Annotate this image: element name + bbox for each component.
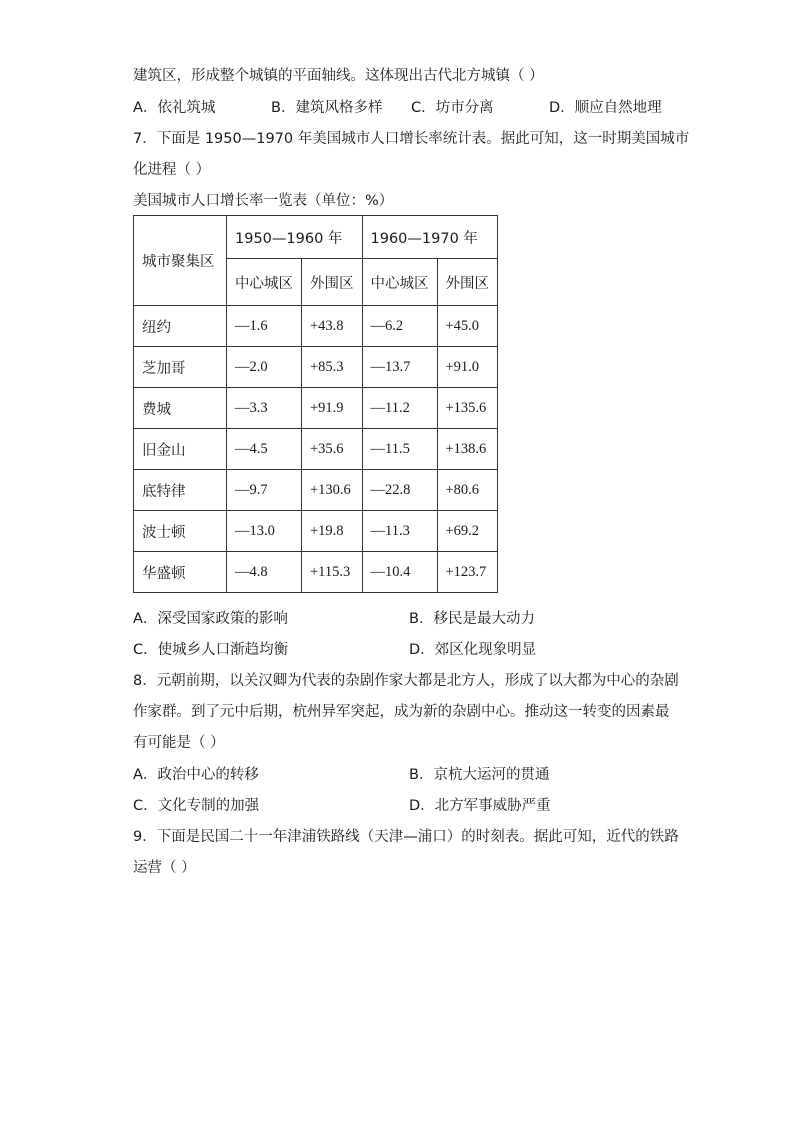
q9-stem-line1: 9．下面是民国二十一年津浦铁路线（天津—浦口）的时刻表。据此可知，近代的铁路 [133, 829, 679, 845]
value-cell: +35.6 [302, 429, 363, 470]
value-cell: —3.3 [227, 388, 302, 429]
q8-stem-line2: 作家群。到了元中后期，杭州异军突起，成为新的杂剧中心。推动这一转变的因素最 [133, 704, 670, 720]
value-cell: —6.2 [362, 306, 437, 347]
table-row [134, 306, 498, 347]
value-cell: —4.5 [227, 429, 302, 470]
value-cell: +43.8 [302, 306, 363, 347]
value-cell: +19.8 [302, 511, 363, 552]
city-cell: 波士顿 [134, 511, 227, 552]
value-cell: —11.5 [362, 429, 437, 470]
value-cell: +115.3 [302, 552, 363, 593]
q6-option-a[interactable]: A．依礼筑城 [133, 100, 216, 116]
value-cell: —11.3 [362, 511, 437, 552]
q6-option-b[interactable]: B．建筑风格多样 [271, 100, 383, 116]
value-cell: +85.3 [302, 347, 363, 388]
q7-stem-line2: 化进程（ ） [133, 162, 211, 178]
value-cell: +138.6 [437, 429, 498, 470]
q7-table-title: 美国城市人口增长率一览表（单位：%） [133, 193, 394, 209]
city-cell: 底特律 [134, 470, 227, 511]
table-row [134, 470, 498, 511]
table-row [134, 552, 498, 593]
period-header-1960: 1960—1970 年 [362, 216, 498, 259]
value-cell: —13.0 [227, 511, 302, 552]
value-cell: —11.2 [362, 388, 437, 429]
value-cell: +45.0 [437, 306, 498, 347]
table-row [134, 347, 498, 388]
q8-option-c[interactable]: C．文化专制的加强 [133, 798, 260, 814]
table-header-row [134, 216, 498, 259]
q8-option-a[interactable]: A．政治中心的转移 [133, 767, 259, 783]
q7-option-b[interactable]: B．移民是最大动力 [409, 611, 535, 627]
table-row [134, 511, 498, 552]
value-cell: +135.6 [437, 388, 498, 429]
q8-stem-line3: 有可能是（ ） [133, 735, 225, 751]
table-corner-header: 城市聚集区 [134, 216, 227, 306]
city-cell: 旧金山 [134, 429, 227, 470]
city-cell: 纽约 [134, 306, 227, 347]
value-cell: —13.7 [362, 347, 437, 388]
subheader-outer-2: 外围区 [437, 259, 498, 306]
city-cell: 华盛顿 [134, 552, 227, 593]
value-cell: —9.7 [227, 470, 302, 511]
value-cell: —10.4 [362, 552, 437, 593]
q9-stem-line2: 运营（ ） [133, 860, 196, 876]
value-cell: —2.0 [227, 347, 302, 388]
q7-option-a[interactable]: A．深受国家政策的影响 [133, 611, 288, 627]
q8-option-b[interactable]: B．京杭大运河的贯通 [409, 767, 550, 783]
value-cell: +80.6 [437, 470, 498, 511]
value-cell: —1.6 [227, 306, 302, 347]
q8-option-d[interactable]: D．北方军事威胁严重 [409, 798, 551, 814]
population-growth-table [133, 215, 498, 593]
q7-stem-line1: 7．下面是 1950—1970 年美国城市人口增长率统计表。据此可知，这一时期美国城市 [133, 131, 690, 147]
q6-stem-end: 建筑区，形成整个城镇的平面轴线。这体现出古代北方城镇（ ） [133, 68, 544, 84]
value-cell: +130.6 [302, 470, 363, 511]
city-cell: 费城 [134, 388, 227, 429]
q8-stem-line1: 8．元朝前期，以关汉卿为代表的杂剧作家大都是北方人，形成了以大都为中心的杂剧 [133, 673, 679, 689]
subheader-center-2: 中心城区 [362, 259, 437, 306]
q6-option-c[interactable]: C．坊市分离 [411, 100, 494, 116]
q6-option-d[interactable]: D．顺应自然地理 [549, 100, 662, 116]
table-row [134, 429, 498, 470]
city-cell: 芝加哥 [134, 347, 227, 388]
value-cell: +123.7 [437, 552, 498, 593]
subheader-center-1: 中心城区 [227, 259, 302, 306]
value-cell: —22.8 [362, 470, 437, 511]
value-cell: +91.0 [437, 347, 498, 388]
period-header-1950: 1950—1960 年 [227, 216, 363, 259]
table-row [134, 388, 498, 429]
value-cell: —4.8 [227, 552, 302, 593]
q7-option-c[interactable]: C．使城乡人口渐趋均衡 [133, 642, 289, 658]
value-cell: +69.2 [437, 511, 498, 552]
q7-option-d[interactable]: D．郊区化现象明显 [409, 642, 537, 658]
subheader-outer-1: 外围区 [302, 259, 363, 306]
value-cell: +91.9 [302, 388, 363, 429]
